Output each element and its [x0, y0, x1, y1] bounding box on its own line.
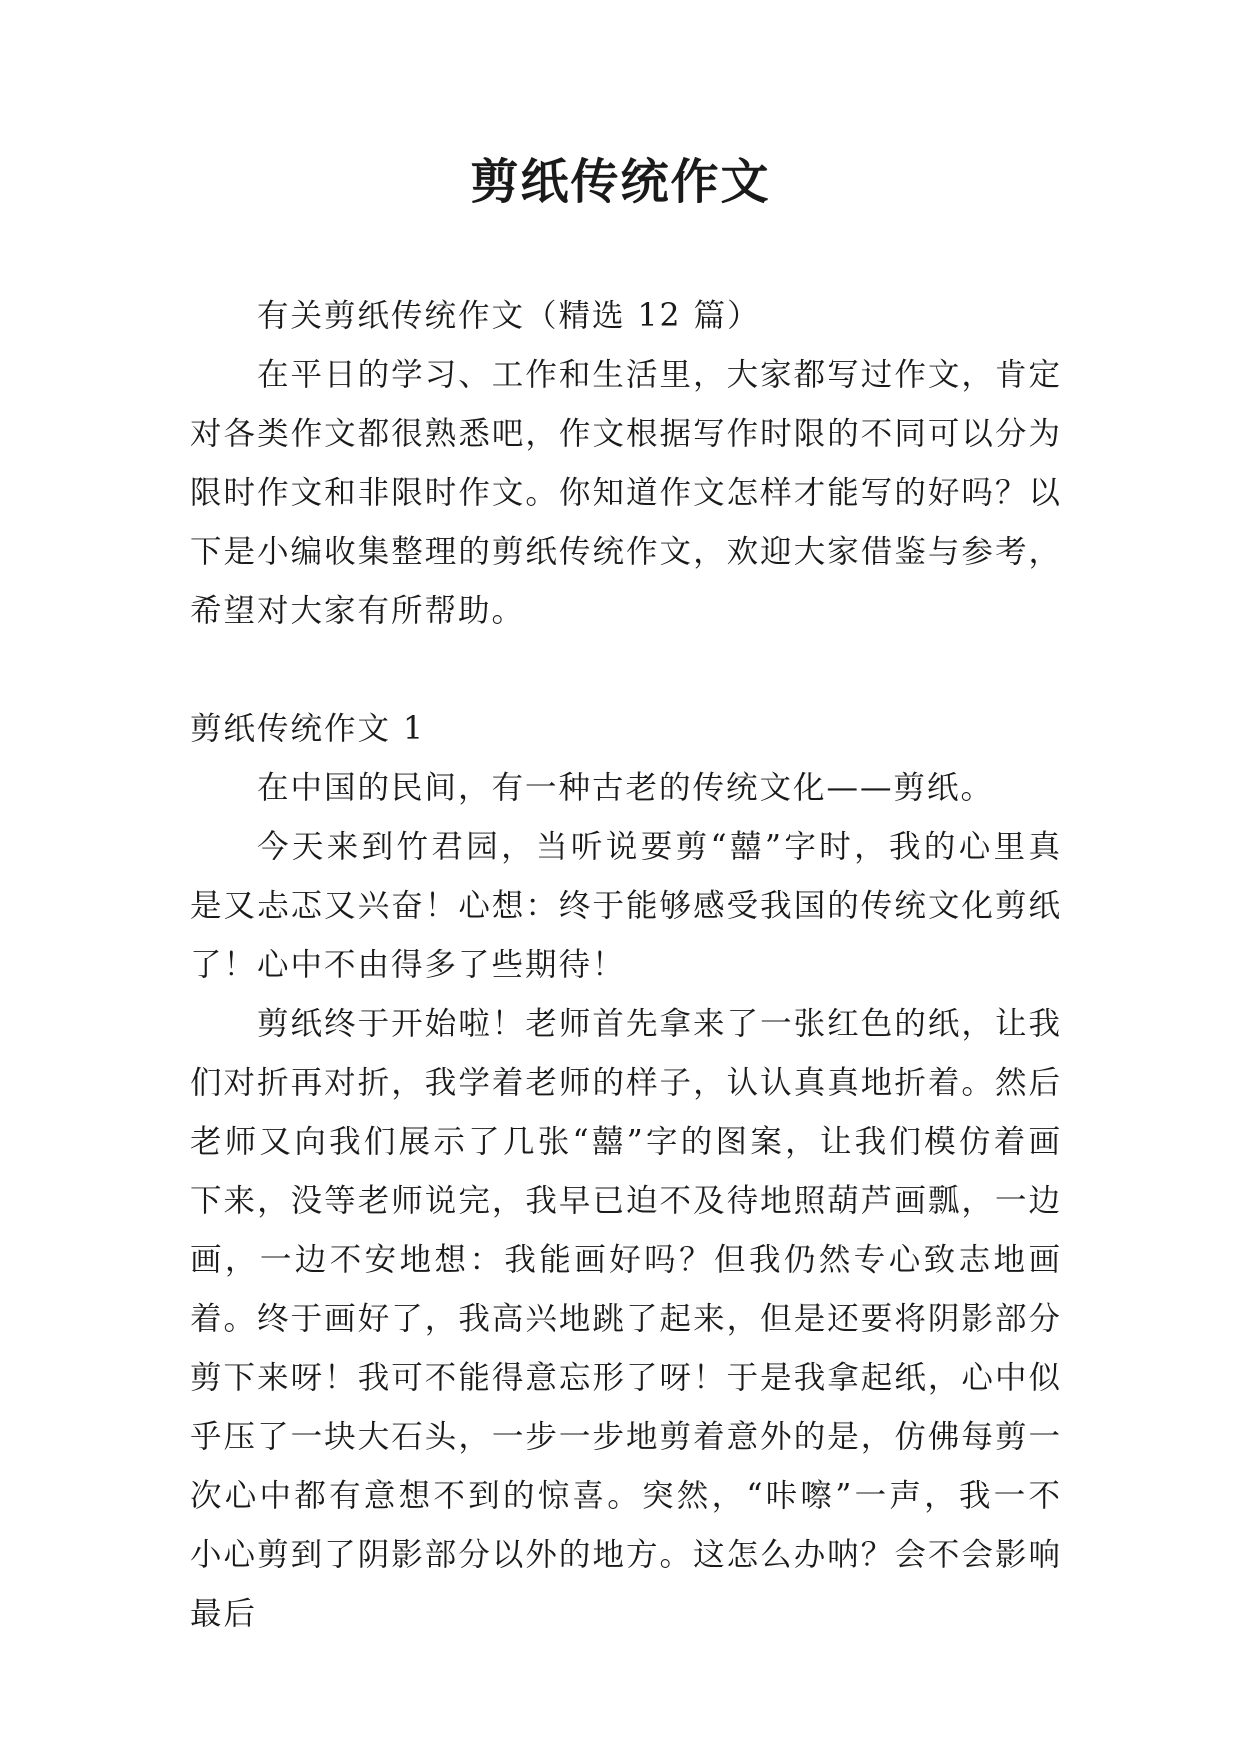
section-heading: 剪纸传统作文 1: [190, 711, 426, 747]
paragraph: 今天来到竹君园，当听说要剪“囍”字时，我的心里真是又忐忑又兴奋！心想：终于能够感受我国的传统文化剪纸了！心中不由得多了些期待！: [190, 829, 1062, 983]
paragraph: 剪纸终于开始啦！老师首先拿来了一张红色的纸，让我们对折再对折，我学着老师的样子，认认真真地折着。然后老师又向我们展示了几张“囍”字的图案，让我们模仿着画下来，没等老师说完，我早已迫不及待地照葫芦画瓢，一边画，一边不安地想：我能画好吗？但我仍然专心致志地画着。终于画好了，我高兴地跳了起来，但是还要将阴影部分剪下来呀！我可不能得意忘形了呀！于是我拿起纸，心中似乎压了一块大石头，一步一步地剪着意外的是，仿佛每剪一次心中都有意想不到的惊喜。突然，“咔嚓”一声，我一不小心剪到了阴影部分以外的地方。这怎么办呐？会不会影响最后: [190, 1006, 1062, 1632]
subtitle: 有关剪纸传统作文（精选 12 篇）: [257, 298, 761, 334]
document-title: 剪纸传统作文: [470, 154, 771, 210]
intro-paragraph: 在平日的学习、工作和生活里，大家都写过作文，肯定对各类作文都很熟悉吧，作文根据写作时限的不同可以分为限时作文和非限时作文。你知道作文怎样才能写的好吗？以下是小编收集整理的剪纸传统作文，欢迎大家借鉴与参考，希望对大家有所帮助。: [190, 357, 1062, 629]
document-body: [190, 287, 1062, 1644]
paragraph: 在中国的民间，有一种古老的传统文化——剪纸。: [257, 770, 995, 806]
